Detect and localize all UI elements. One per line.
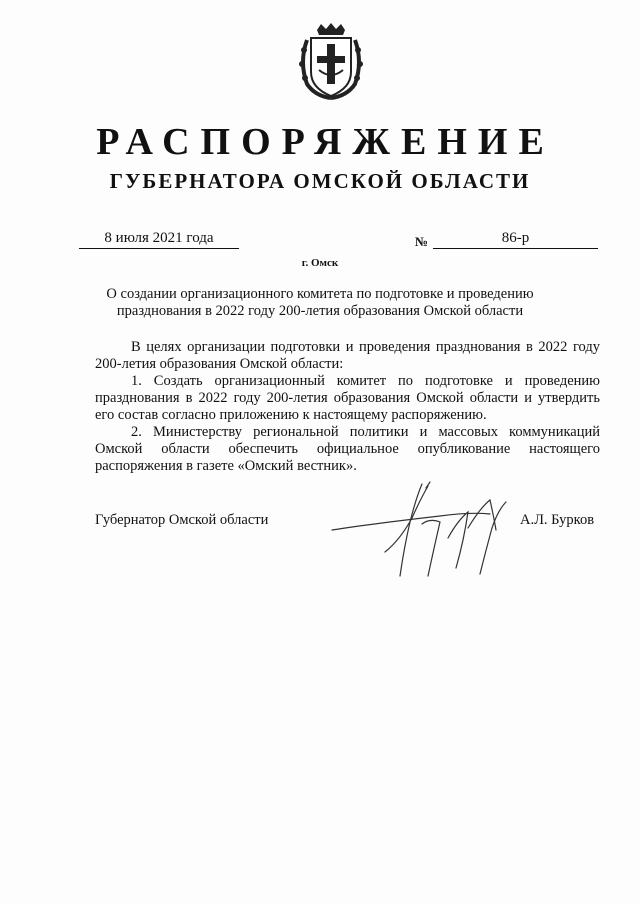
document-body: [95, 339, 600, 475]
signatory-name: А.Л. Бурков: [520, 512, 595, 528]
number-label: №: [415, 234, 429, 249]
handwritten-signature-icon: [330, 478, 520, 588]
issuer-title: ГУБЕРНАТОРА ОМСКОЙ ОБЛАСТИ: [109, 169, 531, 193]
document-date: 8 июля 2021 года: [79, 230, 239, 249]
document-subject: О создании организационного комитета по подготовке и проведению празднования в 2022 году 200-летия образования Омской области: [106, 286, 534, 319]
document-number: 86-р: [433, 230, 598, 249]
body-item-1: 1. Создать организационный комитет по подготовке и проведению празднования в 2022 году 200-летия образования Омской области и утвердить его состав согласно приложению к настоящему распоряжению.: [95, 373, 600, 423]
city-label: г. Омск: [301, 257, 339, 269]
omsk-coat-of-arms-icon: [297, 22, 365, 100]
body-item-2: 2. Министерству региональной политики и массовых коммуникаций Омской области обеспечить официальное опубликование настоящего распоряжения в газете «Омский вестник».: [95, 424, 600, 474]
body-preamble: В целях организации подготовки и проведения празднования в 2022 году 200-летия образования Омской области:: [95, 339, 600, 372]
signatory-role: Губернатор Омской области: [95, 512, 269, 528]
document-type-title: РАСПОРЯЖЕНИЕ: [96, 121, 555, 163]
